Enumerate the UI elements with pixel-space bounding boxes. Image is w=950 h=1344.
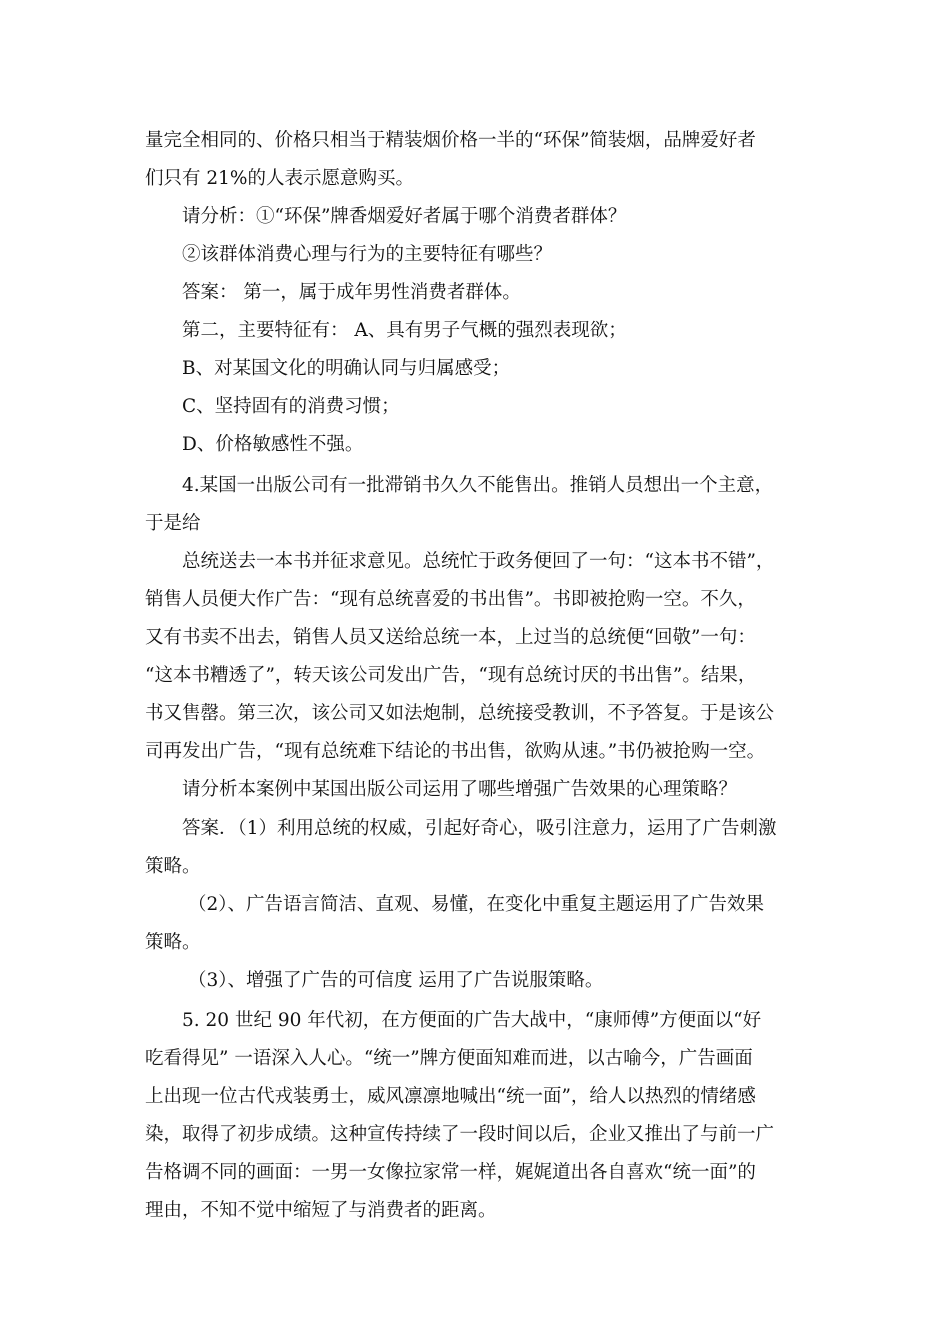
question-line: 请分析：①“环保”牌香烟爱好者属于哪个消费者群体？ (182, 206, 627, 227)
paragraph-line: 吃看得见” 一语深入人心。“统一”牌方便面知难而进，以古喻今，广告画面 (145, 1048, 753, 1069)
answer-line: D、价格敏感性不强。 (182, 434, 364, 455)
answer-line: 第二，主要特征有： A、具有男子气概的强烈表现欲； (182, 320, 627, 341)
paragraph-line: 上出现一位古代戎装勇士，威风凛凛地喊出“统一面”，给人以热烈的情绪感 (145, 1086, 756, 1107)
answer-line: 答案．（1）利用总统的权威，引起好奇心，吸引注意力，运用了广告刺激 (182, 818, 777, 839)
answer-line: 策略。 (145, 856, 201, 877)
paragraph-line: 染，取得了初步成绩。这种宣传持续了一段时间以后，企业又推出了与前一广 (145, 1124, 775, 1145)
answer-line: 答案： 第一，属于成年男性消费者群体。 (182, 282, 521, 303)
paragraph-line: 于是给 (145, 513, 201, 534)
paragraph-line: 们只有 21%的人表示愿意购买。 (145, 168, 415, 189)
answer-line: B、对某国文化的明确认同与归属感受； (182, 358, 511, 379)
paragraph-line: 司再发出广告，“现有总统难下结论的书出售，欲购从速。”书仍被抢购一空。 (145, 741, 766, 762)
paragraph-line: 5. 20 世纪 90 年代初，在方便面的广告大战中，“康师傅”方便面以“好 (182, 1010, 762, 1031)
question-line: ②该群体消费心理与行为的主要特征有哪些？ (182, 244, 553, 265)
paragraph-line: 总统送去一本书并征求意见。总统忙于政务便回了一句：“这本书不错”， (182, 551, 775, 572)
paragraph-line: “这本书糟透了”，转天该公司发出广告，“现有总统讨厌的书出售”。结果， (145, 665, 757, 686)
paragraph-line: 又有书卖不出去，销售人员又送给总统一本，上过当的总统便“回敬”一句： (145, 627, 756, 648)
paragraph-line: 告格调不同的画面：一男一女像拉家常一样，娓娓道出各自喜欢“统一面”的 (145, 1162, 756, 1183)
question-line: 请分析本案例中某国出版公司运用了哪些增强广告效果的心理策略？ (182, 779, 738, 800)
answer-line: C、坚持固有的消费习惯； (182, 396, 400, 417)
answer-line: 策略。 (145, 932, 201, 953)
paragraph-line: 4.某国一出版公司有一批滞销书久久不能售出。推销人员想出一个主意， (182, 475, 774, 496)
answer-line: （2）、广告语言简洁、直观、易懂，在变化中重复主题运用了广告效果 (188, 894, 765, 915)
answer-line: （3）、增强了广告的可信度 运用了广告说服策略。 (188, 970, 604, 991)
paragraph-line: 理由，不知不觉中缩短了与消费者的距离。 (145, 1200, 497, 1221)
paragraph-line: 销售人员便大作广告：“现有总统喜爱的书出售”。书即被抢购一空。不久， (145, 589, 756, 610)
paragraph-line: 量完全相同的、价格只相当于精装烟价格一半的“环保”简装烟，品牌爱好者 (145, 130, 756, 151)
paragraph-line: 书又售罄。第三次，该公司又如法炮制，总统接受教训，不予答复。于是该公 (145, 703, 775, 724)
